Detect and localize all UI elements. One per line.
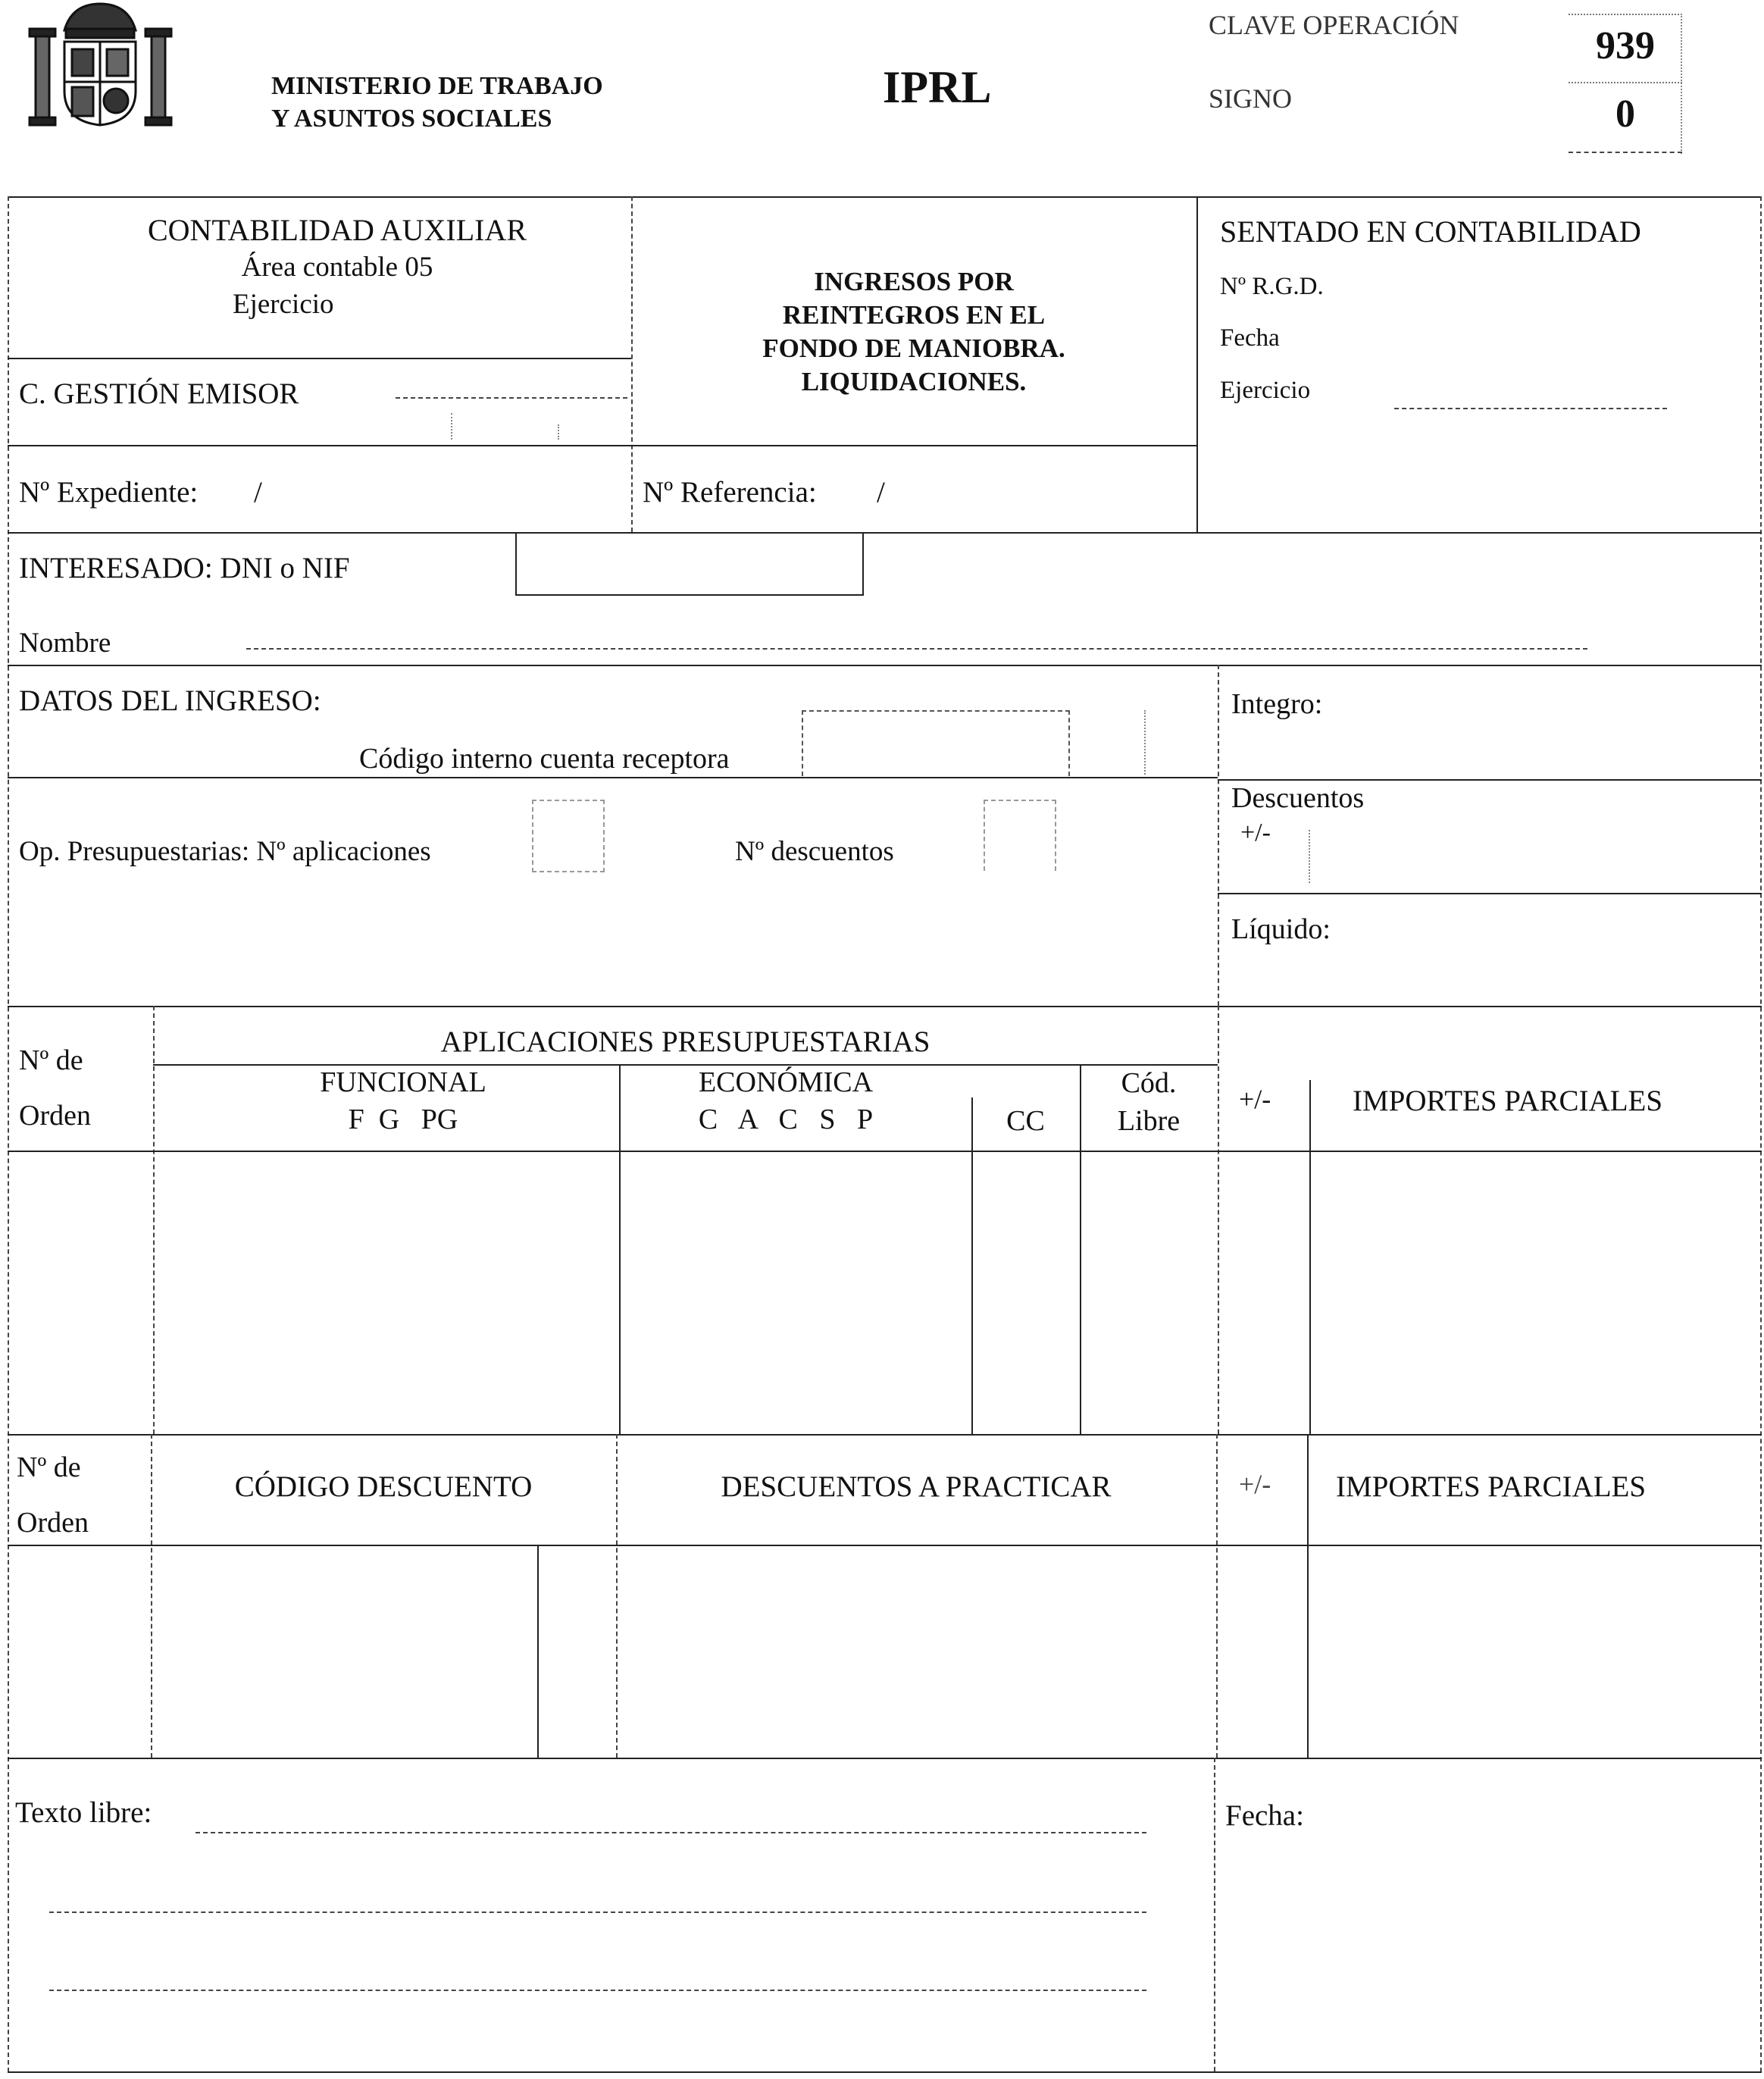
codigo-descuento-header: CÓDIGO DESCUENTO	[234, 1470, 533, 1503]
concepto-line4: LIQUIDACIONES.	[801, 367, 1027, 396]
cuenta-receptora-field[interactable]	[802, 710, 1070, 776]
desc-importes-header: IMPORTES PARCIALES	[1336, 1470, 1647, 1503]
descuentos-label: Descuentos	[1231, 782, 1365, 814]
footer-fecha-label: Fecha:	[1225, 1799, 1304, 1832]
desc-orden-line1: Nº de	[17, 1451, 81, 1483]
desc-orden-cell[interactable]	[9, 1546, 149, 1756]
texto-libre-line3[interactable]	[49, 1962, 1146, 1991]
cod-libre-line2: Libre	[1117, 1105, 1181, 1137]
concepto-line2: REINTEGROS EN EL	[782, 300, 1046, 330]
descuentos-plusminus: +/-	[1240, 819, 1271, 847]
ministry-name-line2: Y ASUNTOS SOCIALES	[271, 105, 552, 133]
apl-economica-cell[interactable]	[621, 1152, 970, 1432]
desc-codigo-extra-cell[interactable]	[539, 1546, 615, 1756]
nombre-label: Nombre	[19, 628, 111, 659]
apl-funcional-cell[interactable]	[155, 1152, 618, 1432]
apl-orden-line2: Orden	[19, 1100, 91, 1132]
clave-operacion-label: CLAVE OPERACIÓN	[1209, 10, 1459, 40]
apl-cc-cell[interactable]	[973, 1152, 1078, 1432]
concepto-line1: INGRESOS POR	[814, 267, 1014, 296]
liquido-label: Líquido:	[1231, 913, 1331, 945]
apl-orden-line1: Nº de	[19, 1044, 83, 1076]
contabilidad-title: CONTABILIDAD AUXILIAR	[147, 213, 527, 247]
apl-plusminus-header: +/-	[1239, 1084, 1271, 1114]
economica-header: ECONÓMICA	[698, 1066, 874, 1098]
sentado-ejercicio-label: Ejercicio	[1220, 377, 1311, 404]
aplicaciones-title: APLICACIONES PRESUPUESTARIAS	[440, 1025, 930, 1058]
nombre-field[interactable]	[246, 622, 1587, 650]
referencia-separator[interactable]: /	[877, 476, 885, 509]
desc-importe-cell[interactable]	[1309, 1546, 1759, 1756]
economica-subheader: C A C S P	[698, 1104, 874, 1135]
expediente-separator[interactable]: /	[254, 476, 262, 509]
rgd-label: Nº R.G.D.	[1220, 273, 1324, 300]
concepto-line3: FONDO DE MANIOBRA.	[762, 333, 1065, 363]
aplicaciones-count-box[interactable]	[532, 800, 605, 872]
form-code: IPRL	[883, 62, 992, 112]
interesado-label: INTERESADO: DNI o NIF	[19, 552, 350, 584]
ministry-name-line1: MINISTERIO DE TRABAJO	[271, 72, 603, 100]
signo-value: 0	[1615, 92, 1635, 136]
cod-libre-line1: Cód.	[1121, 1067, 1177, 1099]
apl-importe-cell[interactable]	[1311, 1152, 1759, 1432]
texto-libre-line1[interactable]	[195, 1804, 1146, 1833]
desc-orden-line2: Orden	[17, 1507, 89, 1539]
apl-plusminus-cell[interactable]	[1219, 1152, 1308, 1432]
gestion-emisor-field[interactable]	[396, 367, 627, 399]
desc-plusminus-header: +/-	[1239, 1469, 1271, 1499]
desc-plusminus-cell[interactable]	[1218, 1546, 1306, 1756]
area-contable: Área contable 05	[241, 252, 433, 283]
funcional-subheader: F G PG	[348, 1104, 458, 1135]
funcional-header: FUNCIONAL	[320, 1066, 486, 1098]
aplicaciones-count-label: Op. Presupuestarias: Nº aplicaciones	[19, 836, 431, 867]
sentado-fecha-label: Fecha	[1220, 324, 1280, 352]
clave-operacion-value: 939	[1596, 24, 1655, 67]
texto-libre-label: Texto libre:	[15, 1796, 152, 1829]
integro-label: Integro:	[1231, 688, 1323, 720]
cuenta-receptora-label: Código interno cuenta receptora	[359, 743, 730, 775]
apl-importes-header: IMPORTES PARCIALES	[1353, 1085, 1663, 1117]
expediente-label: Nº Expediente:	[19, 476, 199, 509]
desc-practicar-cell[interactable]	[618, 1546, 1215, 1756]
coat-of-arms-logo	[19, 0, 182, 129]
signo-label: SIGNO	[1209, 83, 1293, 114]
desc-codigo-cell[interactable]	[152, 1546, 536, 1756]
footer-fecha-field[interactable]	[1228, 1842, 1750, 2062]
texto-libre-line2[interactable]	[49, 1883, 1146, 1913]
cc-header: CC	[1006, 1105, 1045, 1137]
gestion-emisor-label: C. GESTIÓN EMISOR	[19, 377, 299, 410]
descuentos-practicar-header: DESCUENTOS A PRACTICAR	[721, 1470, 1112, 1503]
descuentos-count-label: Nº descuentos	[735, 836, 894, 867]
datos-ingreso-title: DATOS DEL INGRESO:	[19, 684, 321, 717]
dni-nif-input[interactable]	[515, 534, 864, 596]
sentado-ejercicio-field[interactable]	[1394, 377, 1667, 409]
referencia-label: Nº Referencia:	[643, 476, 817, 509]
sentado-title: SENTADO EN CONTABILIDAD	[1220, 214, 1641, 249]
apl-cod-libre-cell[interactable]	[1081, 1152, 1216, 1432]
apl-orden-cell[interactable]	[9, 1152, 152, 1432]
descuentos-count-box[interactable]	[984, 800, 1056, 871]
contabilidad-ejercicio: Ejercicio	[233, 289, 334, 320]
